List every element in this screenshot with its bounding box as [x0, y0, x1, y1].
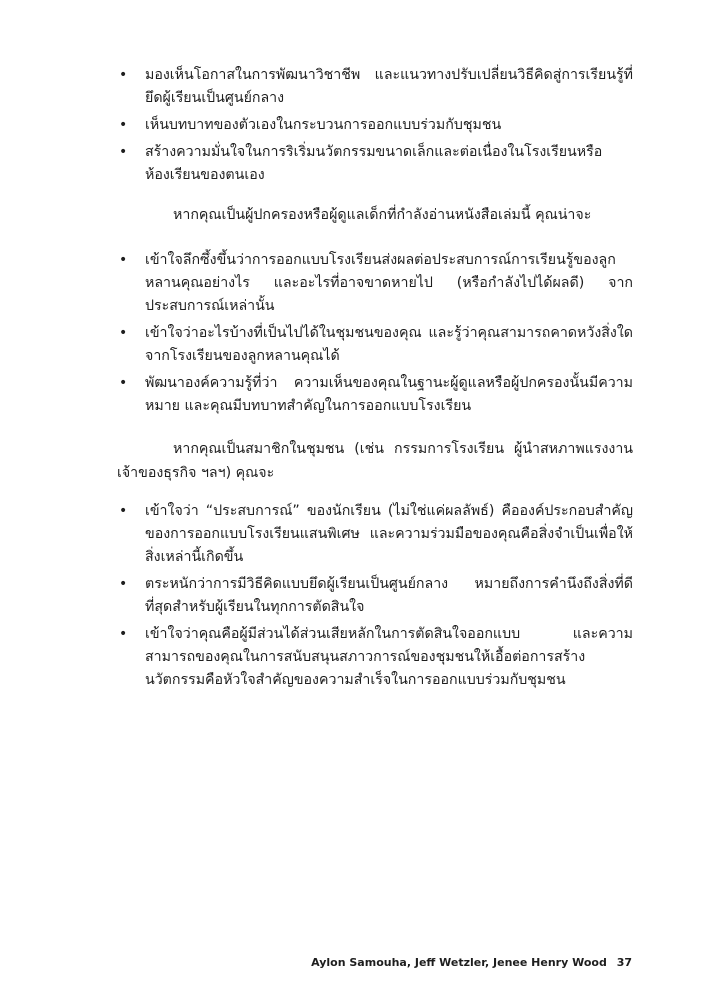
educator-benefits-list — [117, 64, 633, 187]
list-item: • เข้าใจลึกซึ้งขึ้นว่าการออกแบบโรงเรียนส่งผลต่อประสบการณ์การเรียนรู้ของลูกหลานคุณอย่างไร และอะไรที่อาจขาดหายไป (หรือกำลังไปได้ผลดี) จากประสบการณ์เหล่านั้น — [117, 249, 633, 318]
list-item: • สร้างความมั่นใจในการริเริ่มนวัตกรรมขนาดเล็กและต่อเนื่องในโรงเรียนหรือห้องเรียนของตนเอง — [117, 141, 633, 187]
page-footer — [311, 956, 632, 969]
community-benefits-list — [117, 500, 633, 692]
page-number: 37 — [616, 956, 632, 969]
list-item: • ตระหนักว่าการมีวิธีคิดแบบยึดผู้เรียนเป็นศูนย์กลาง หมายถึงการคำนึงถึงสิ่งที่ดีที่สุดสำหรับผู้เรียนในทุกการตัดสินใจ — [117, 573, 633, 619]
list-item: • เห็นบทบาทของตัวเองในกระบวนการออกแบบร่วมกับชุมชน — [117, 114, 633, 137]
parents-intro-paragraph: หากคุณเป็นผู้ปกครองหรือผู้ดูแลเด็กที่กำลังอ่านหนังสือเล่มนี้ คุณน่าจะ — [173, 207, 592, 223]
list-item: • เข้าใจว่า “ประสบการณ์” ของนักเรียน (ไม่ใช่แค่ผลลัพธ์) คือองค์ประกอบสำคัญของการออกแบบโรงเรียนแสนพิเศษ และความร่วมมือของคุณคือสิ่งจำเป็นเพื่อให้สิ่งเหล่านี้เกิดขึ้น — [117, 500, 633, 569]
list-item: • เข้าใจว่าอะไรบ้างที่เป็นไปได้ในชุมชนของคุณ และรู้ว่าคุณสามารถคาดหวังสิ่งใดจากโรงเรียนของลูกหลานคุณได้ — [117, 322, 633, 368]
list-item: • มองเห็นโอกาสในการพัฒนาวิชาชีพ และแนวทางปรับเปลี่ยนวิธีคิดสู่การเรียนรู้ที่ยึดผู้เรียนเป็นศูนย์กลาง — [117, 64, 633, 110]
list-item: • เข้าใจว่าคุณคือผู้มีส่วนได้ส่วนเสียหลักในการตัดสินใจออกแบบ และความสามารถของคุณในการสนับสนุนสภาวการณ์ของชุมชนให้เอื้อต่อการสร้างนวัตกรรมคือหัวใจสำคัญของความสำเร็จในการออกแบบร่วมกับชุมชน — [117, 623, 633, 692]
community-intro-paragraph: หากคุณเป็นสมาชิกในชุมชน (เช่น กรรมการโรงเรียน ผู้นำสหภาพแรงงาน เจ้าของธุรกิจ ฯลฯ) คุณจะ — [117, 441, 633, 481]
list-item: • พัฒนาองค์ความรู้ที่ว่า ความเห็นของคุณในฐานะผู้ดูแลหรือผู้ปกครองนั้นมีความหมาย และคุณมีบทบาทสำคัญในการออกแบบโรงเรียน — [117, 372, 633, 418]
footer-authors: Aylon Samouha, Jeff Wetzler, Jenee Henry Wood — [311, 956, 607, 969]
page-content — [117, 64, 633, 696]
parent-benefits-list — [117, 249, 633, 418]
